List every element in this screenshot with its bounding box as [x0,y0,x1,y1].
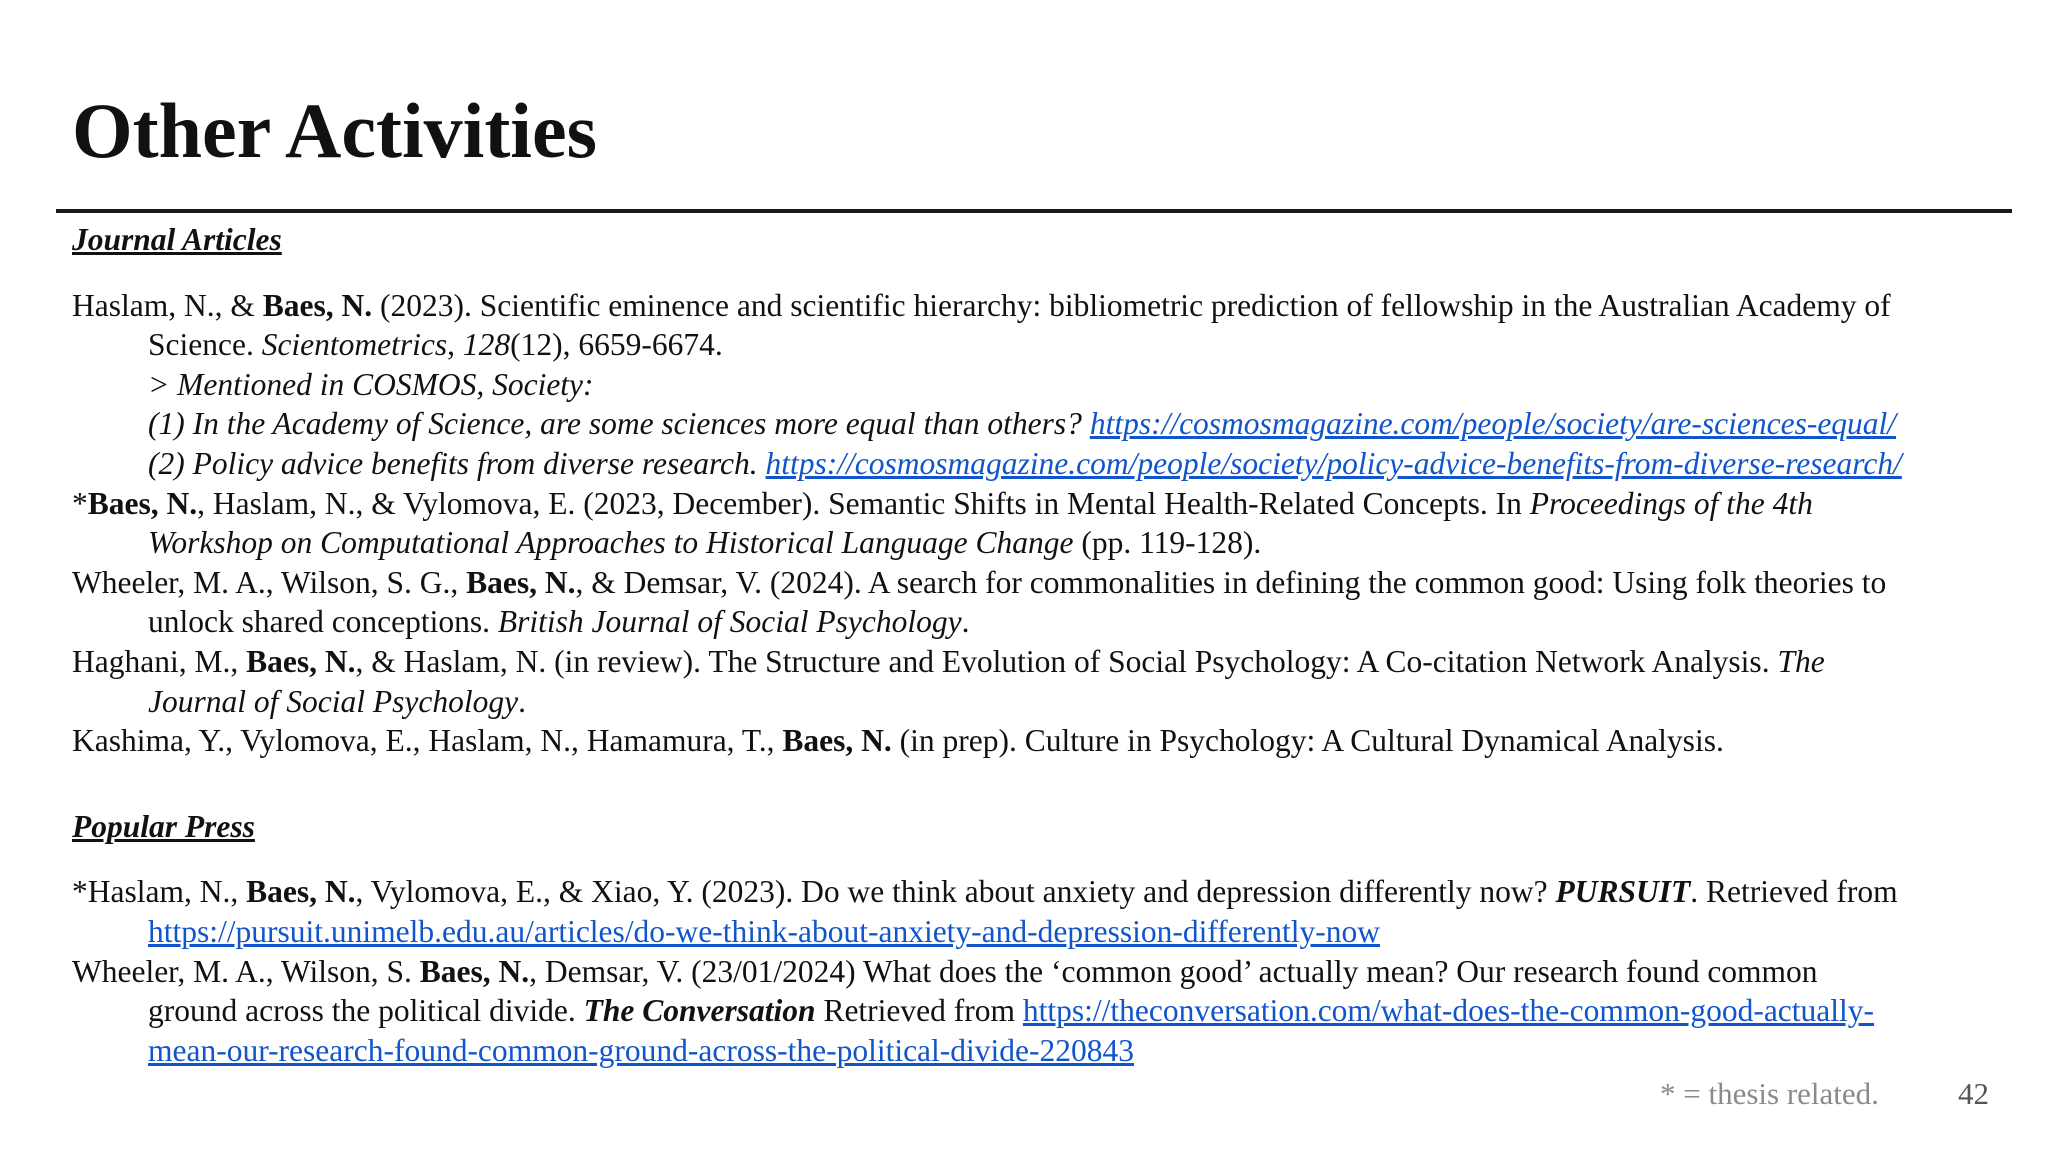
bold-author: Baes, N. [782,723,892,759]
conversation-link[interactable]: https://theconversation.com/what-does-the-common-good-actually- [1022,993,1875,1029]
journal-ref-kashima: Kashima, Y., Vylomova, E., Haslam, N., Hamamura, T., Baes, N. (in prep). Culture in Psychology: A Cultural Dynamical Analysis. [72,723,1724,759]
thesis-related-note: * = thesis related. [1660,1076,1879,1111]
slide-title: Other Activities [72,87,597,174]
proceedings-name: Workshop on Computational Approaches to Historical Language Change [148,525,1074,561]
journal-name: British Journal of Social Psychology [497,604,962,640]
journal-articles-heading: Journal Articles [72,222,282,257]
bold-author: Baes, N. [246,643,356,679]
bold-author: Baes, N. [87,485,198,521]
journal-name: Scientometrics [261,327,448,363]
journal-ref-baes-2023: *Baes, N., Haslam, N., & Vylomova, E. (2023, December). Semantic Shifts in Mental Health-Related Concepts. In Proceedings of the 4th Workshop on Computational Approaches to Historical Language Change (pp. 119-128). [72,485,1813,561]
cosmos-mention: > Mentioned in COSMOS, Society: [148,366,594,402]
cosmos-mention-2: (2) Policy advice benefits from diverse research. https://cosmosmagazine.com/people/society/policy-advice-benefits-from-diverse-research/ [148,445,1902,481]
volume: 128 [462,327,511,363]
slide-content [72,220,2012,1070]
pursuit-link[interactable]: https://pursuit.unimelb.edu.au/articles/do-we-think-about-anxiety-and-depression-differently-now [148,913,1380,949]
journal-name: Journal of Social Psychology [148,683,519,719]
outlet-name: PURSUIT [1555,874,1691,910]
journal-ref-haghani: Haghani, M., Baes, N., & Haslam, N. (in review). The Structure and Evolution of Social Psychology: A Co-citation Network Analysis. The Journal of Social Psychology. [72,643,1825,719]
bold-author: Baes, N. [262,287,373,323]
title-divider [56,209,2012,213]
outlet-name: The Conversation [583,993,816,1029]
bold-author: Baes, N. [466,564,576,600]
journal-ref-haslam-2023: Haslam, N., & Baes, N. (2023). Scientific eminence and scientific hierarchy: bibliometric prediction of fellowship in the Australian Academy of Science. Scientometrics, 128(12), 6659-6674. [72,287,1891,363]
cosmos-mention-1: (1) In the Academy of Science, are some sciences more equal than others? https://cosmosmagazine.com/people/society/are-sciences-equal/ [148,406,1897,442]
conversation-link-continued[interactable]: mean-our-research-found-common-ground-across-the-political-divide-220843 [148,1032,1135,1068]
press-ref-pursuit: *Haslam, N., Baes, N., Vylomova, E., & Xiao, Y. (2023). Do we think about anxiety and depression differently now? PURSUIT. Retrieved from https://pursuit.unimelb.edu.au/articles/do-we-think-about-anxiety-and-depression-differently-now [72,874,1898,949]
press-ref-conversation: Wheeler, M. A., Wilson, S. Baes, N., Demsar, V. (23/01/2024) What does the ‘common good’ actually mean? Our research found common ground across the political divide. The Conversation Retrieved from https://theconversation.com/what-does-the-common-good-actually- mean-our-research-found-common-ground-across-the-political-divide-220843 [72,953,1875,1068]
journal-ref-wheeler-2024: Wheeler, M. A., Wilson, S. G., Baes, N., & Demsar, V. (2024). A search for commonalities in defining the common good: Using folk theories to unlock shared conceptions. British Journal of Social Psychology. [72,564,1887,640]
cosmos-link-sciences-equal[interactable]: https://cosmosmagazine.com/people/society/are-sciences-equal/ [1089,406,1897,442]
bold-author: Baes, N. [419,953,530,989]
popular-press-heading: Popular Press [72,808,255,844]
bold-author: Baes, N. [246,874,356,910]
page-number: 42 [1958,1076,1989,1111]
cosmos-link-policy-advice[interactable]: https://cosmosmagazine.com/people/society/policy-advice-benefits-from-diverse-research/ [765,445,1902,481]
